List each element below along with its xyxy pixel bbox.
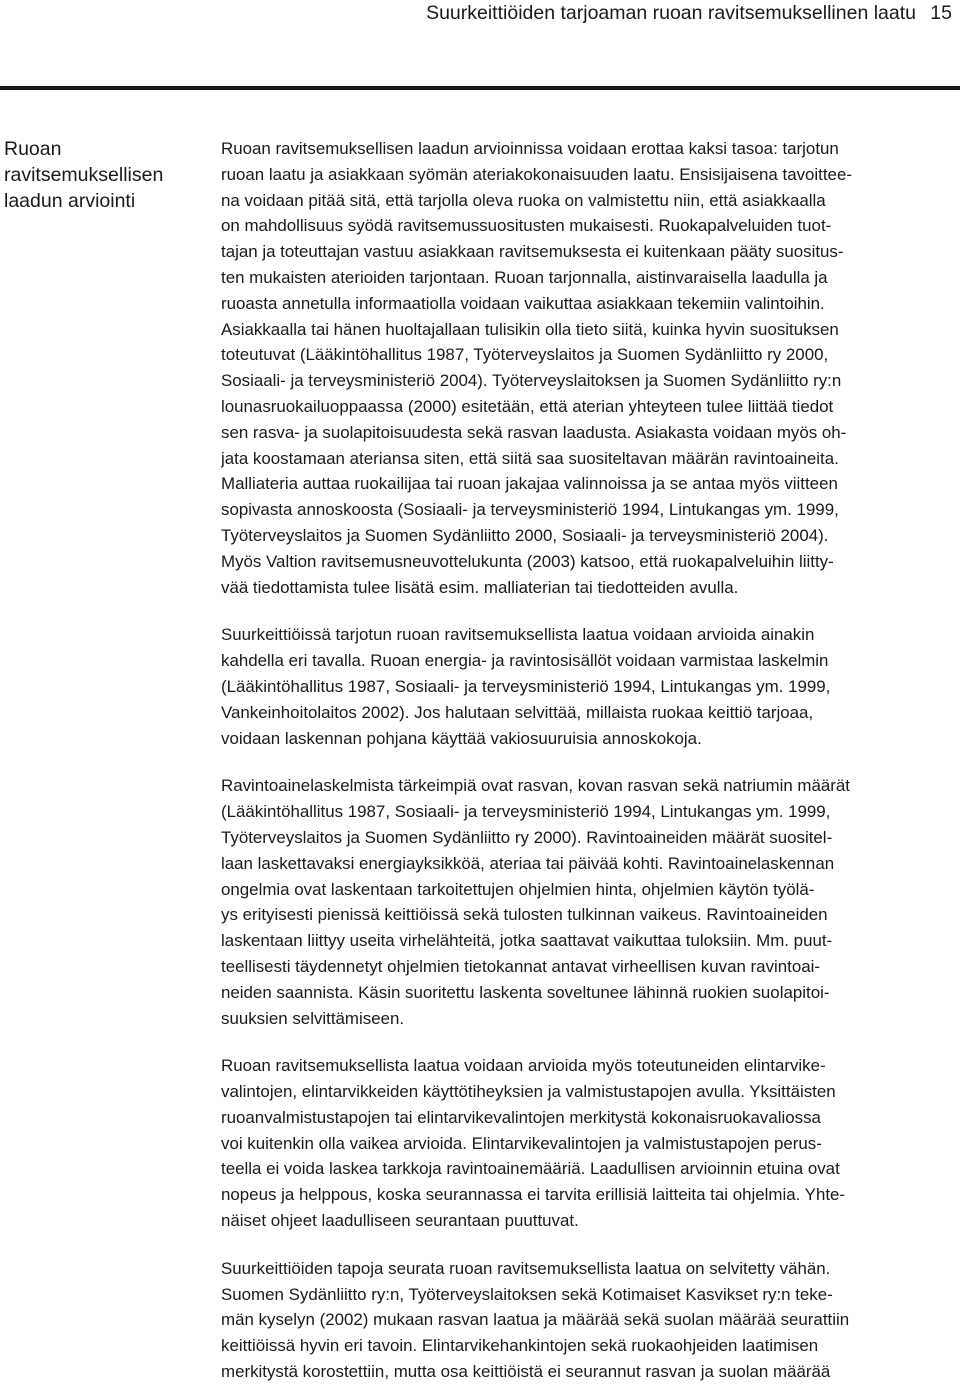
text-line: nopeus ja helppous, koska seurannassa ei tarvita erillisiä laitteita tai ohjelmia. Yhte- xyxy=(221,1185,846,1205)
text-line: teellisesti täydennetyt ohjelmien tietokannat antavat virheellisen kuvan ravintoai- xyxy=(221,956,821,976)
text-line: suuksien selvittämiseen. xyxy=(221,1008,405,1028)
page-number: 15 xyxy=(930,2,952,24)
header-rule xyxy=(0,86,960,90)
paragraph xyxy=(221,1256,960,1385)
text-line: kahdella eri tavalla. Ruoan energia- ja ravintosisällöt voidaan varmistaa laskelmin xyxy=(221,651,829,671)
paragraph xyxy=(221,773,960,1031)
text-line: ten mukaisten aterioiden tarjontaan. Ruoan tarjonnalla, aistinvaraisella laadulla ja xyxy=(221,267,828,287)
text-line: Suomen Sydänliitto ry:n, Työterveyslaitoksen sekä Kotimaiset Kasvikset ry:n teke- xyxy=(221,1284,833,1304)
body-text xyxy=(221,136,960,1385)
text-line: voidaan laskennan pohjana käyttää vakiosuuruisia annoskokoja. xyxy=(221,728,702,748)
text-line: tajan ja toteuttajan vastuu asiakkaan ravitsemuksesta ei kuitenkaan pääty suositus- xyxy=(221,242,844,262)
text-line: vää tiedottamista tulee lisätä esim. malliaterian tai tiedotteiden avulla. xyxy=(221,577,739,597)
text-line: on mahdollisuus syödä ravitsemussuositusten mukaisesti. Ruokapalveluiden tuot- xyxy=(221,216,832,236)
running-header xyxy=(0,0,960,26)
text-line: sen rasva- ja suolapitoisuudesta sekä rasvan laadusta. Asiakasta voidaan myös oh- xyxy=(221,422,847,442)
text-line: voi kuitenkin olla vaikea arvioida. Elintarvikevalintojen ja valmistustapojen perus- xyxy=(221,1133,822,1153)
text-line: valintojen, elintarvikkeiden käyttötiheyksien ja valmistustapojen avulla. Yksittäisten xyxy=(221,1082,836,1102)
text-line: toteutuvat (Lääkintöhallitus 1987, Työterveyslaitos ja Suomen Sydänliitto ry 2000, xyxy=(221,345,829,365)
running-header-title: Suurkeittiöiden tarjoaman ruoan ravitsemuksellinen laatu xyxy=(426,2,916,24)
text-line: (Lääkintöhallitus 1987, Sosiaali- ja terveysministeriö 1994, Lintukangas ym. 1999, xyxy=(221,802,831,822)
text-line: ruoan laatu ja asiakkaan syömän ateriakokonaisuuden laatu. Ensisijaisena tavoittee- xyxy=(221,164,852,184)
side-heading-line: laadun arviointi xyxy=(4,190,136,212)
paragraph-gap xyxy=(221,751,960,773)
side-heading-line: Ruoan xyxy=(4,138,62,160)
paragraph xyxy=(221,1053,960,1234)
text-line: Ruoan ravitsemuksellisen laadun arvioinnissa voidaan erottaa kaksi tasoa: tarjotun xyxy=(221,139,839,158)
text-line: Myös Valtion ravitsemusneuvottelukunta (2003) katsoo, että ruokapalveluihin liitty- xyxy=(221,551,834,571)
text-line: Suurkeittiöiden tapoja seurata ruoan ravitsemuksellista laatua on selvitetty vähän. xyxy=(221,1258,831,1278)
text-line: merkitystä korostettiin, mutta osa keittiöistä ei seurannut rasvan ja suolan määrää xyxy=(221,1362,831,1382)
paragraph xyxy=(221,136,960,600)
text-line: Ravintoainelaskelmista tärkeimpiä ovat rasvan, kovan rasvan sekä natriumin määrät xyxy=(221,776,850,796)
text-line: Malliateria auttaa ruokailijaa tai ruoan jakajaa valinnoissa ja se antaa myös viitteen xyxy=(221,474,838,494)
text-line: sopivasta annoskoosta (Sosiaali- ja terveysministeriö 1994, Lintukangas ym. 1999, xyxy=(221,500,839,520)
text-line: ruoasta annetulla informaatiolla voidaan vaikuttaa asiakkaan tekemiin valintoihin. xyxy=(221,293,825,313)
side-heading-line: ravitsemuksellisen xyxy=(4,164,164,186)
text-line: laan laskettavaksi energiayksikköä, ateriaa tai päivää kohti. Ravintoainelaskennan xyxy=(221,853,835,873)
text-line: Sosiaali- ja terveysministeriö 2004). Työterveyslaitoksen ja Suomen Sydänliitto ry:n xyxy=(221,371,842,391)
paragraph-gap xyxy=(221,600,960,622)
text-line: laskentaan liittyy useita virhelähteitä, jotka saattavat vaikuttaa tuloksiin. Mm. puut- xyxy=(221,931,833,951)
paragraph xyxy=(221,622,960,751)
text-line: Asiakkaalla tai hänen huoltajallaan tulisikin olla tieto siitä, kuinka hyvin suosituksen xyxy=(221,319,839,339)
text-line: jata koostamaan ateriansa siten, että siitä saa suositeltavan määrän ravintoaineita. xyxy=(221,448,839,468)
text-line: Suurkeittiöissä tarjotun ruoan ravitsemuksellista laatua voidaan arvioida ainakin xyxy=(221,625,815,645)
text-line: (Lääkintöhallitus 1987, Sosiaali- ja terveysministeriö 1994, Lintukangas ym. 1999, xyxy=(221,676,831,696)
text-line: män kyselyn (2002) mukaan rasvan laatua ja määrää sekä suolan määrää seurattiin xyxy=(221,1310,850,1330)
paragraph-gap xyxy=(221,1031,960,1053)
text-line: lounasruokailuoppaassa (2000) esitetään, että aterian yhteyteen tulee liittää tiedot xyxy=(221,396,834,416)
text-line: na voidaan pitää sitä, että tarjolla oleva ruoka on valmistettu niin, että asiakkaalla xyxy=(221,190,826,210)
text-line: ys erityisesti pienissä keittiöissä sekä tulosten tulkinnan vaikeus. Ravintoaineiden xyxy=(221,905,828,925)
text-line: ruoanvalmistustapojen tai elintarvikevalintojen merkitystä kokonaisruokavaliossa xyxy=(221,1107,821,1127)
text-line: ongelmia ovat laskentaan tarkoitettujen ohjelmien hinta, ohjelmien käytön työlä- xyxy=(221,879,815,899)
text-line: Vankeinhoitolaitos 2002). Jos halutaan selvittää, millaista ruokaa keittiö tarjoaa, xyxy=(221,702,814,722)
text-line: Ruoan ravitsemuksellista laatua voidaan arvioida myös toteutuneiden elintarvike- xyxy=(221,1056,826,1076)
text-line: näiset ohjeet laadulliseen seurantaan puuttuvat. xyxy=(221,1211,579,1231)
text-line: Työterveyslaitos ja Suomen Sydänliitto 2000, Sosiaali- ja terveysministeriö 2004). xyxy=(221,525,829,545)
text-line: Työterveyslaitos ja Suomen Sydänliitto ry 2000). Ravintoaineiden määrät suositel- xyxy=(221,827,833,847)
section-side-heading xyxy=(4,136,204,214)
text-line: keittiöissä hyvin eri tavoin. Elintarvikehankintojen sekä ruokaohjeiden laatimisen xyxy=(221,1336,819,1356)
paragraph-gap xyxy=(221,1234,960,1256)
text-line: neiden saannista. Käsin suoritettu laskenta soveltunee lähinnä ruokien suolapitoi- xyxy=(221,982,830,1002)
text-line: teella ei voida laskea tarkkoja ravintoainemääriä. Laadullisen arvioinnin etuina ovat xyxy=(221,1159,840,1179)
